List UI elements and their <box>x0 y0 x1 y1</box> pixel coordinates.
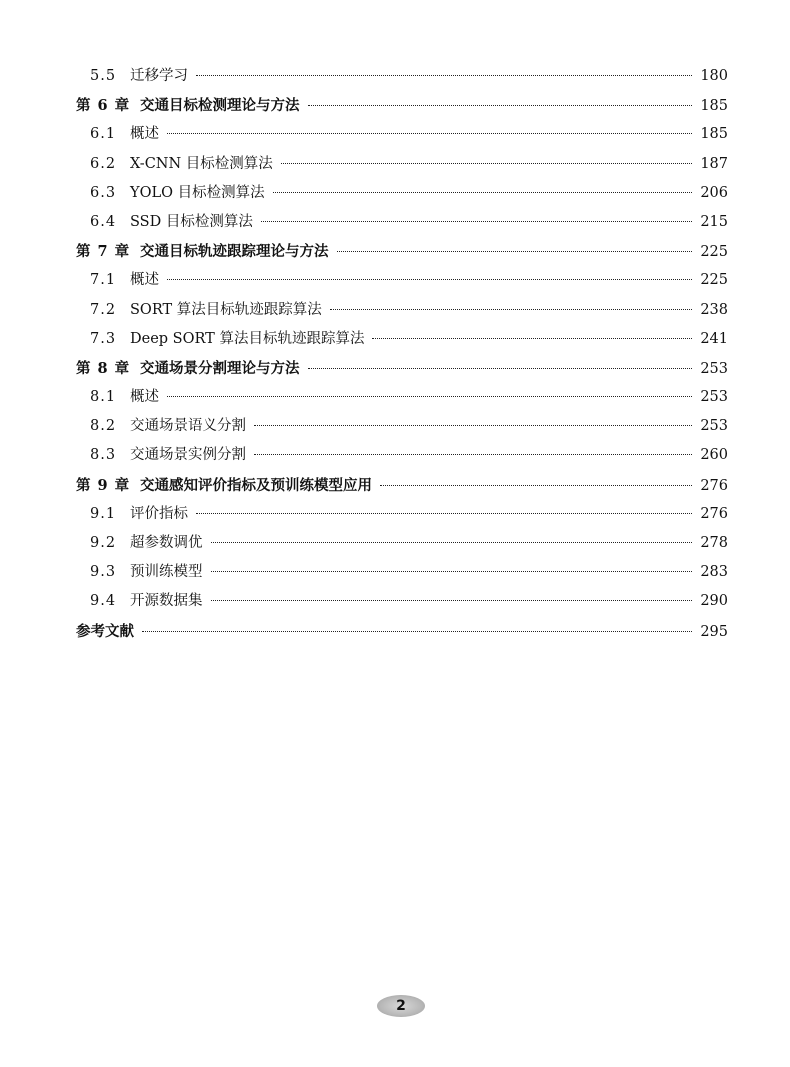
page-number: 290 <box>700 593 728 610</box>
page-number: 215 <box>700 213 728 230</box>
dot-leader <box>380 485 692 486</box>
section-title: SORT 算法目标轨迹跟踪算法 <box>130 301 322 318</box>
chapter-title: 交通目标检测理论与方法 <box>140 97 300 115</box>
toc-entry-8-2[interactable] <box>76 412 728 441</box>
dot-leader <box>308 105 693 106</box>
page-number: 180 <box>700 68 728 84</box>
page-number: 276 <box>700 505 728 522</box>
section-title: Deep SORT 算法目标轨迹跟踪算法 <box>130 330 365 347</box>
dot-leader <box>142 631 692 632</box>
page-number: 295 <box>700 623 728 640</box>
toc-entry-6-4[interactable] <box>76 208 728 237</box>
toc-entry-8-3[interactable] <box>76 441 728 470</box>
section-title: 开源数据集 <box>130 593 203 610</box>
section-number: 8.3 <box>90 447 117 464</box>
section-title: 预训练模型 <box>130 564 203 581</box>
page-number: 238 <box>700 301 728 318</box>
page-number-badge: 2 <box>377 995 425 1017</box>
section-title: X-CNN 目标检测算法 <box>130 155 273 172</box>
section-number: 9.1 <box>90 505 117 522</box>
toc-chapter-9[interactable] <box>76 471 728 500</box>
dot-leader <box>254 425 692 426</box>
chapter-number: 第 9 章 <box>76 476 131 494</box>
chapter-title: 交通感知评价指标及预训练模型应用 <box>140 476 372 494</box>
dot-leader <box>196 513 692 514</box>
section-title: 迁移学习 <box>130 68 188 84</box>
toc-entry-5-5[interactable] <box>76 62 728 91</box>
dot-leader <box>261 221 692 222</box>
page-number: 253 <box>700 418 728 435</box>
toc-entry-7-3[interactable] <box>76 325 728 354</box>
toc-entry-9-4[interactable] <box>76 587 728 616</box>
section-number: 6.1 <box>90 126 117 143</box>
section-number: 8.2 <box>90 418 117 435</box>
page-number: 278 <box>700 535 728 551</box>
toc-entry-6-2[interactable] <box>76 150 728 179</box>
page-number: 253 <box>700 360 728 377</box>
section-number: 9.2 <box>90 535 117 551</box>
toc-entry-9-2[interactable] <box>76 529 728 558</box>
section-title: 超参数调优 <box>130 535 203 551</box>
dot-leader <box>254 454 692 455</box>
page-number: 225 <box>700 272 728 289</box>
page-number: 187 <box>700 155 728 172</box>
section-number: 5.5 <box>90 68 117 84</box>
page-number: 206 <box>700 184 728 201</box>
dot-leader <box>211 542 693 543</box>
page-number: 260 <box>700 447 728 464</box>
toc-entry-6-3[interactable] <box>76 179 728 208</box>
toc-entry-6-1[interactable] <box>76 120 728 149</box>
dot-leader <box>372 338 692 339</box>
section-number: 7.3 <box>90 330 117 347</box>
page-number: 253 <box>700 389 728 406</box>
section-number: 9.4 <box>90 593 117 610</box>
page-number: 185 <box>700 98 728 115</box>
section-number: 6.3 <box>90 184 117 201</box>
chapter-number: 第 7 章 <box>76 243 131 261</box>
section-number: 7.1 <box>90 272 117 289</box>
chapter-number: 第 8 章 <box>76 359 131 377</box>
dot-leader <box>167 279 692 280</box>
section-title: SSD 目标检测算法 <box>130 213 253 230</box>
table-of-contents <box>76 62 728 646</box>
chapter-number: 第 6 章 <box>76 97 131 115</box>
section-number: 8.1 <box>90 389 117 406</box>
dot-leader <box>211 571 693 572</box>
chapter-title: 交通场景分割理论与方法 <box>140 359 300 377</box>
section-title: 概述 <box>130 126 159 143</box>
section-title: YOLO 目标检测算法 <box>130 184 265 201</box>
page-number: 283 <box>700 564 728 581</box>
dot-leader <box>196 75 692 76</box>
section-title: 交通场景语义分割 <box>130 418 246 435</box>
toc-chapter-8[interactable] <box>76 354 728 383</box>
dot-leader <box>273 192 692 193</box>
section-title: 评价指标 <box>130 505 188 522</box>
dot-leader <box>167 133 692 134</box>
section-title: 概述 <box>130 389 159 406</box>
toc-entry-9-1[interactable] <box>76 500 728 529</box>
section-number: 6.2 <box>90 155 117 172</box>
references-title: 参考文献 <box>76 622 134 640</box>
toc-entry-7-1[interactable] <box>76 266 728 295</box>
toc-entry-7-2[interactable] <box>76 296 728 325</box>
toc-entry-9-3[interactable] <box>76 558 728 587</box>
toc-references[interactable] <box>76 617 728 646</box>
chapter-title: 交通目标轨迹跟踪理论与方法 <box>140 243 329 261</box>
section-number: 9.3 <box>90 564 117 581</box>
section-title: 交通场景实例分割 <box>130 447 246 464</box>
toc-entry-8-1[interactable] <box>76 383 728 412</box>
page-number: 185 <box>700 126 728 143</box>
toc-chapter-7[interactable] <box>76 237 728 266</box>
dot-leader <box>211 600 693 601</box>
section-title: 概述 <box>130 272 159 289</box>
dot-leader <box>281 163 692 164</box>
dot-leader <box>330 309 692 310</box>
dot-leader <box>167 396 692 397</box>
toc-chapter-6[interactable] <box>76 91 728 120</box>
dot-leader <box>337 251 693 252</box>
section-number: 7.2 <box>90 301 117 318</box>
page-number: 276 <box>700 477 728 494</box>
section-number: 6.4 <box>90 213 117 230</box>
page-number: 225 <box>700 244 728 261</box>
dot-leader <box>308 368 693 369</box>
page-number: 241 <box>700 330 728 347</box>
